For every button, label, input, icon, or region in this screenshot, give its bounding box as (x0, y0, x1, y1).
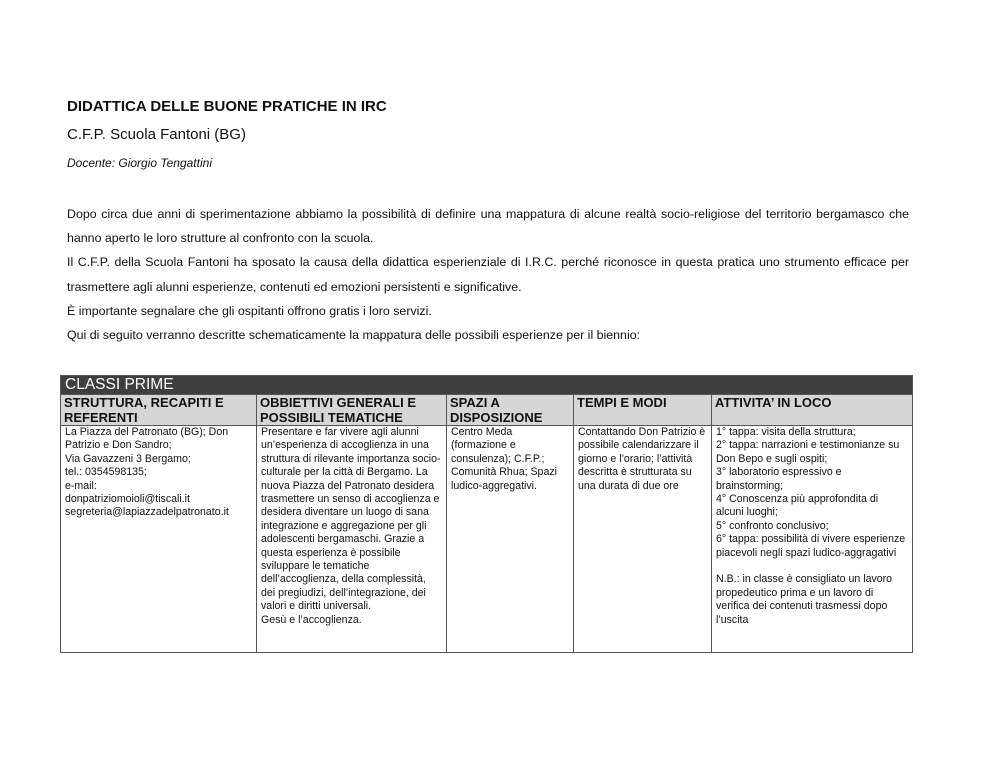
document-title: DIDATTICA DELLE BUONE PRATICHE IN IRC (67, 98, 387, 115)
column-header: ATTIVITA’ IN LOCO (712, 395, 913, 426)
table-band-title: CLASSI PRIME (61, 376, 913, 395)
column-header: SPAZI A DISPOSIZIONE (447, 395, 574, 426)
table-cell-activities: 1° tappa: visita della struttura; 2° tappa: narrazioni e testimonianze su Don Bepo e sugli ospiti; 3° laboratorio espressivo e brainstorming; 4° Conoscenza più approfondita di alcuni luoghi; 5° confronto conclusivo; 6° tappa: possibilità di vivere esperienze piacevoli negli spazi ludico-aggragativi N.B.: in classe è consigliato un lavoro propedeutico prima e un lavoro di verifica dei contenuti trasmessi dopo l’uscita (712, 426, 913, 653)
intro-paragraph: Dopo circa due anni di sperimentazione abbiamo la possibilità di definire una mappatura di alcune realtà socio-religiose del territorio bergamasco che hanno aperto le loro strutture al confronto con la scuola. (67, 207, 909, 246)
table-cell-spaces: Centro Meda (formazione e consulenza); C.F.P.; Comunità Rhua; Spazi ludico-aggregativi. (447, 426, 574, 653)
intro-paragraph: Qui di seguito verranno descritte schematicamente la mappatura delle possibili esperienze per il biennio: (67, 328, 641, 343)
teacher-line: Docente: Giorgio Tengattini (67, 156, 212, 170)
table-cell-times: Contattando Don Patrizio è possibile calendarizzare il giorno e l’orario; l’attività descritta è strutturata su una durata di due ore (574, 426, 712, 653)
table-header-row (61, 395, 913, 426)
column-header: OBBIETTIVI GENERALI E POSSIBILI TEMATICHE (257, 395, 447, 426)
table-cell-structure: La Piazza del Patronato (BG); Don Patrizio e Don Sandro; Via Gavazzeni 3 Bergamo; tel.: 0354598135; e-mail: donpatriziomoioli@tiscali.it segreteria@lapiazzadelpatronato.it (61, 426, 257, 653)
intro-text (67, 202, 909, 347)
intro-paragraph: È importante segnalare che gli ospitanti offrono gratis i loro servizi. (67, 303, 432, 318)
column-header: STRUTTURA, RECAPITI E REFERENTI (61, 395, 257, 426)
column-header: TEMPI E MODI (574, 395, 712, 426)
document-subtitle: C.F.P. Scuola Fantoni (BG) (67, 126, 246, 143)
intro-paragraph: Il C.F.P. della Scuola Fantoni ha sposato la causa della didattica esperienziale di I.R.C. perché riconosce in questa pratica uno strumento efficace per trasmettere agli alunni esperienze, contenuti ed emozioni persistenti e significative. (67, 255, 909, 294)
table-cell-objectives: Presentare e far vivere agli alunni un’esperienza di accoglienza in una struttura di rilevante importanza socio-culturale per la città di Bergamo. La nuova Piazza del Patronato desidera trasmettere un senso di accoglienza e desidera diventare un luogo di sana integrazione e aggregazione per gli adolescenti bergamaschi. Grazie a questa esperienza è possibile sviluppare le tematiche dell’accoglienza, della complessità, dei pregiudizi, dell’integrazione, dei valori e diritti universali. Gesù e l’accoglienza. (257, 426, 447, 653)
table-row (61, 426, 913, 653)
experience-table (60, 375, 913, 653)
